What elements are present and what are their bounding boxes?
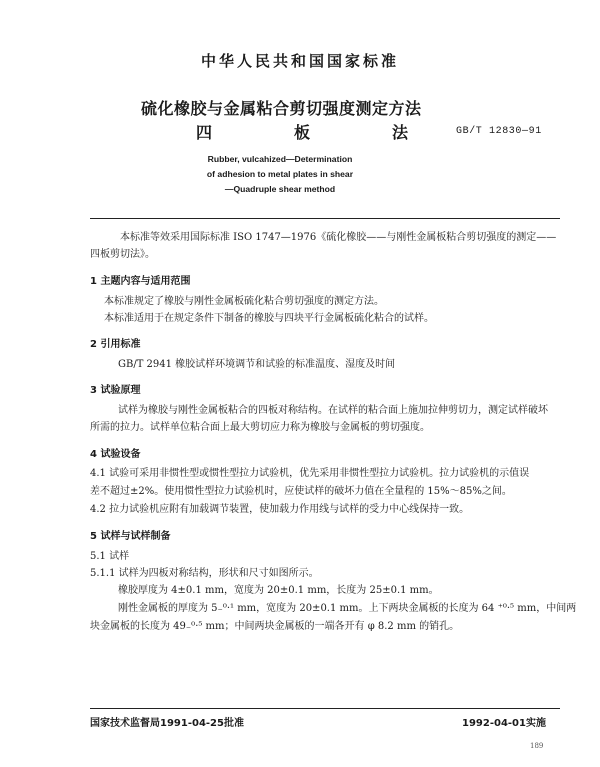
paragraph: 4.2 拉力试验机应附有加载调节装置，使加载力作用线与试样的受力中心线保持一致。	[90, 504, 470, 515]
subtitle-char: 四	[196, 123, 213, 142]
document-title: 硫化橡胶与金属粘合剪切强度测定方法	[141, 99, 422, 118]
section-heading: 5 试样与试样制备	[90, 531, 171, 542]
section-heading: 2 引用标准	[90, 339, 141, 350]
section-heading: 4 试验设备	[90, 449, 141, 460]
bottom-divider	[90, 708, 560, 709]
section-heading: 1 主题内容与适用范围	[90, 276, 191, 287]
english-title-line: —Quadruple shear method	[224, 184, 336, 194]
standard-number: GB/T 12830—91	[456, 126, 542, 137]
subtitle-char: 板	[293, 123, 310, 142]
subtitle-char: 法	[391, 123, 408, 142]
paragraph: 差不超过±2%。使用惯性型拉力试验机时，应使试样的破坏力值在全量程的 15%～85%之间。	[90, 486, 512, 497]
paragraph: 所需的拉力。试样单位粘合面上最大剪切应力称为橡胶与金属板的剪切强度。	[90, 422, 430, 433]
document-subtitle	[196, 120, 408, 143]
section-heading: 3 试验原理	[90, 385, 141, 396]
sub-heading: 5.1 试样	[90, 551, 130, 562]
paragraph: 橡胶厚度为 4±0.1 mm，宽度为 20±0.1 mm，长度为 25±0.1 mm。	[118, 585, 439, 596]
paragraph: GB/T 2941 橡胶试样环境调节和试验的标准温度、湿度及时间	[118, 359, 396, 370]
english-title	[0, 152, 560, 197]
paragraph: 本标准适用于在规定条件下制备的橡胶与四块平行金属板硫化粘合的试样。	[104, 313, 434, 324]
standard-header: 中华人民共和国国家标准	[200, 52, 399, 70]
top-divider	[90, 218, 560, 219]
paragraph: 块金属板的长度为 49₋⁰·⁵ mm；中间两块金属板的一端各开有 φ 8.2 mm 的销孔。	[90, 621, 460, 632]
paragraph: 试样为橡胶与刚性金属板粘合的四板对称结构。在试样的粘合面上施加拉伸剪切力，测定试样破坏	[118, 405, 548, 416]
paragraph: 4.1 试验可采用非惯性型或惯性型拉力试验机，优先采用非惯性型拉力试验机。拉力试验机的示值误	[90, 468, 530, 479]
page-number: 189	[530, 742, 544, 750]
intro-line: 四板剪切法》。	[90, 249, 155, 260]
english-title-line: Rubber, vulcahized—Determination	[207, 154, 353, 164]
implementation-date: 1992-04-01实施	[462, 718, 546, 729]
paragraph: 本标准规定了橡胶与刚性金属板硫化粘合剪切强度的测定方法。	[104, 296, 384, 307]
paragraph: 刚性金属板的厚度为 5₋⁰·¹ mm，宽度为 20±0.1 mm。上下两块金属板的长度为 64 ⁺⁰·⁵ mm，中间两	[118, 603, 577, 614]
paragraph: 5.1.1 试样为四板对称结构，形状和尺寸如图所示。	[90, 568, 319, 579]
approval-date: 国家技术监督局1991-04-25批准	[90, 718, 244, 729]
english-title-line: of adhesion to metal plates in shear	[206, 169, 354, 179]
intro-line: 本标准等效采用国际标准 ISO 1747—1976《硫化橡胶——与刚性金属板粘合剪切强度的测定——	[120, 232, 557, 243]
